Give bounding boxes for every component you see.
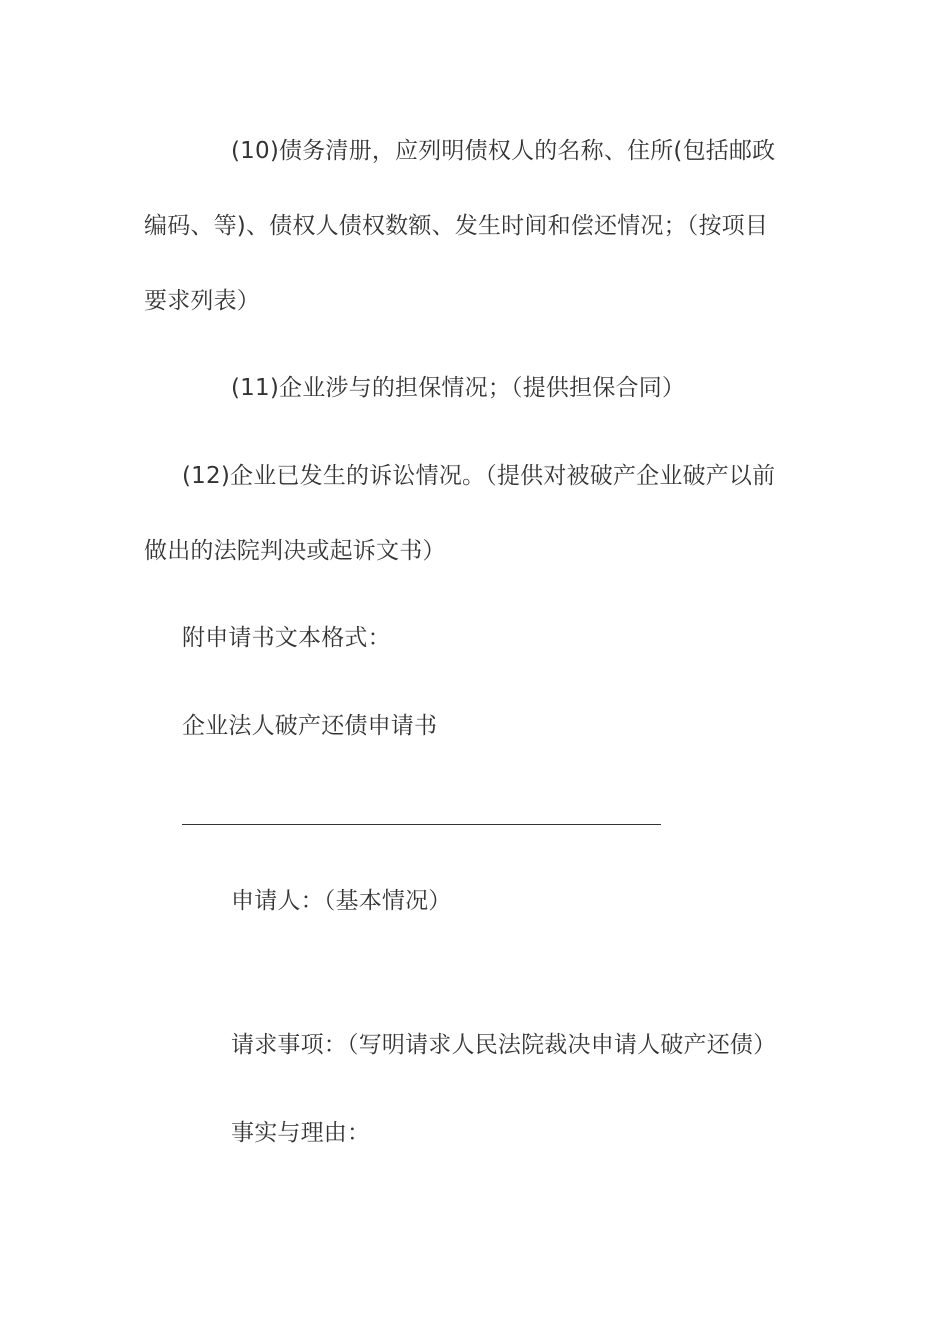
item-10-line-2: 编码、等)、债权人债权数额、发生时间和偿还情况；（按项目	[144, 213, 769, 239]
item-12-line-1: (12)企业已发生的诉讼情况。（提供对被破产企业破产以前	[182, 463, 776, 489]
title-underline	[182, 824, 661, 825]
item-10-line-3: 要求列表）	[144, 288, 260, 314]
appendix-label: 附申请书文本格式：	[182, 625, 391, 651]
applicant-line: 申请人：（基本情况）	[231, 888, 452, 914]
facts-line: 事实与理由：	[231, 1120, 371, 1146]
item-12-line-2: 做出的法院判决或起诉文书）	[144, 538, 446, 564]
form-title: 企业法人破产还债申请书	[182, 713, 438, 739]
request-line: 请求事项：（写明请求人民法院裁决申请人破产还债）	[231, 1032, 777, 1058]
item-11-line-1: (11)企业涉与的担保情况；（提供担保合同）	[231, 375, 686, 401]
item-10-line-1: (10)债务清册，应列明债权人的名称、住所(包括邮政	[231, 138, 776, 164]
